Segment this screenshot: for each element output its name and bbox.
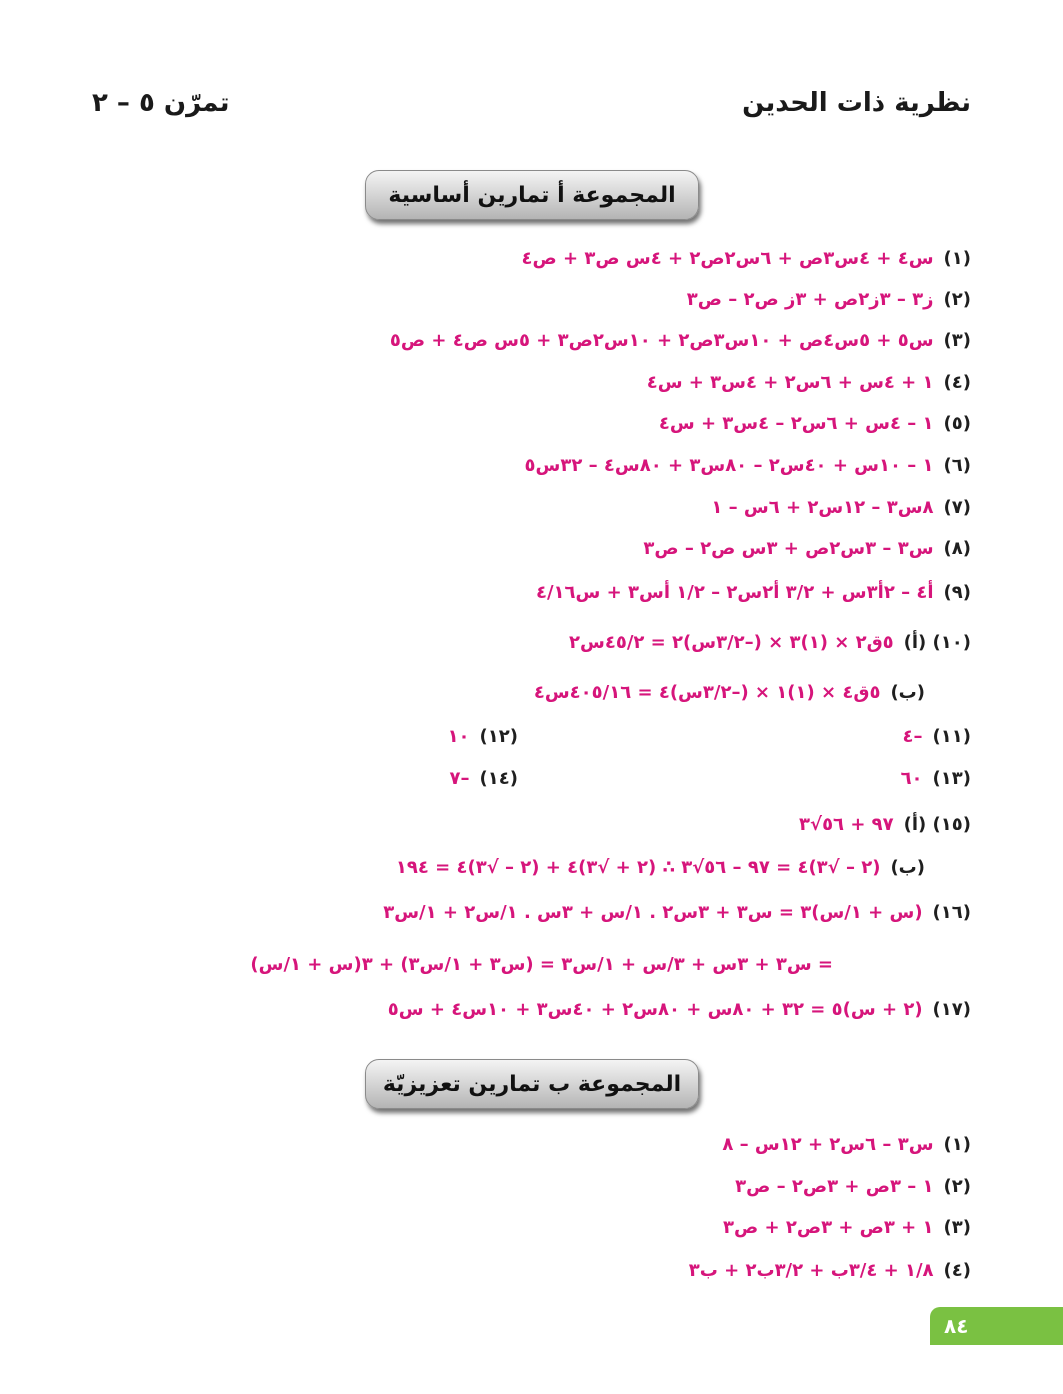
answer-a15b: (ب)(٢ – √٣)٤ = ٩٧ – ٥٦√٣ ∴ (٢ + √٣)٤ + (٢ – √٣)٤ = ١٩٤ xyxy=(395,857,925,878)
answer-a3: (٣)س٥ + ٥س٤ص + ١٠س٣ص٢ + ١٠س٢ص٣ + ٥س ص٤ + ص٥ xyxy=(389,330,971,351)
answer-a15a: (١٥) (أ)٩٧ + ٥٦√٣ xyxy=(799,814,971,835)
answer-a10a: (١٠) (أ)٥ق٢ × (١)٣ × (–٣/٢س)٢ = ٤٥/٢س٢ xyxy=(569,632,971,653)
answer-b1: (١)س٣ – ٦س٢ + ١٢س – ٨ xyxy=(722,1134,971,1155)
answer-a1: (١)س٤ + ٤س٣ص + ٦س٢ص٢ + ٤س ص٣ + ص٤ xyxy=(521,248,971,269)
answer-a7: (٧)٨س٣ – ١٢س٢ + ٦س – ١ xyxy=(711,497,971,518)
answer-a9: (٩)أ٤ – ٢أ٣س + ٣/٢ أ٢س٢ – ١/٢ أس٣ + س٤/١٦ xyxy=(535,582,971,603)
answer-a10b: (ب)٥ق٤ × (١)١ × (–٣/٢س)٤ = ٤٠٥/١٦س٤ xyxy=(533,682,925,703)
page-title: نظرية ذات الحدين xyxy=(742,88,971,118)
answer-a13: (١٣)٦٠ xyxy=(900,768,971,789)
group-b-banner xyxy=(365,1059,699,1109)
exercise-label: تمرّن ٥ – ٢ xyxy=(92,88,230,118)
page-number-bar xyxy=(930,1307,1063,1345)
answer-a14: (١٤)–٧ xyxy=(449,768,518,789)
answer-a16: (١٦)(س + ١/س)٣ = س٣ + ٣س٢ . ١/س + ٣س . ١/س٢ + ١/س٣ xyxy=(383,902,971,923)
answer-a16-cont: = س٣ + ٣س + ٣/س + ١/س٣ = (س٣ + ١/س٣) + ٣(س + ١/س) xyxy=(250,954,833,975)
answer-a12: (١٢)١٠ xyxy=(447,726,518,747)
answer-a11: (١١)–٤ xyxy=(902,726,971,747)
answer-a6: (٦)١ – ١٠س + ٤٠س٢ – ٨٠س٣ + ٨٠س٤ – ٣٢س٥ xyxy=(524,455,971,476)
group-a-title: المجموعة أ تمارين أساسية xyxy=(388,182,676,208)
answer-b4: (٤)١/٨ + ٣/٤ب + ٣/٢ب٢ + ب٣ xyxy=(688,1260,971,1281)
group-a-banner xyxy=(365,170,699,220)
answer-a17: (١٧)(٢ + س)٥ = ٣٢ + ٨٠س + ٨٠س٢ + ٤٠س٣ + ١٠س٤ + س٥ xyxy=(387,999,971,1020)
answer-b2: (٢)١ – ٣ص + ٣ص٢ – ص٣ xyxy=(735,1176,971,1197)
answer-a4: (٤)١ + ٤س + ٦س٢ + ٤س٣ + س٤ xyxy=(646,372,971,393)
group-b-title: المجموعة ب تمارين تعزيزيّة xyxy=(382,1071,682,1097)
page-number: ٨٤ xyxy=(944,1314,969,1338)
answer-a8: (٨)س٣ – ٣س٢ص + ٣س ص٢ – ص٣ xyxy=(643,538,971,559)
answer-b3: (٣)١ + ٣ص + ٣ص٢ + ص٣ xyxy=(723,1217,971,1238)
answer-a5: (٥)١ – ٤س + ٦س٢ – ٤س٣ + س٤ xyxy=(658,413,971,434)
answer-a2: (٢)ز٣ – ٣ز٢ص + ٣ز ص٢ – ص٣ xyxy=(686,289,971,310)
